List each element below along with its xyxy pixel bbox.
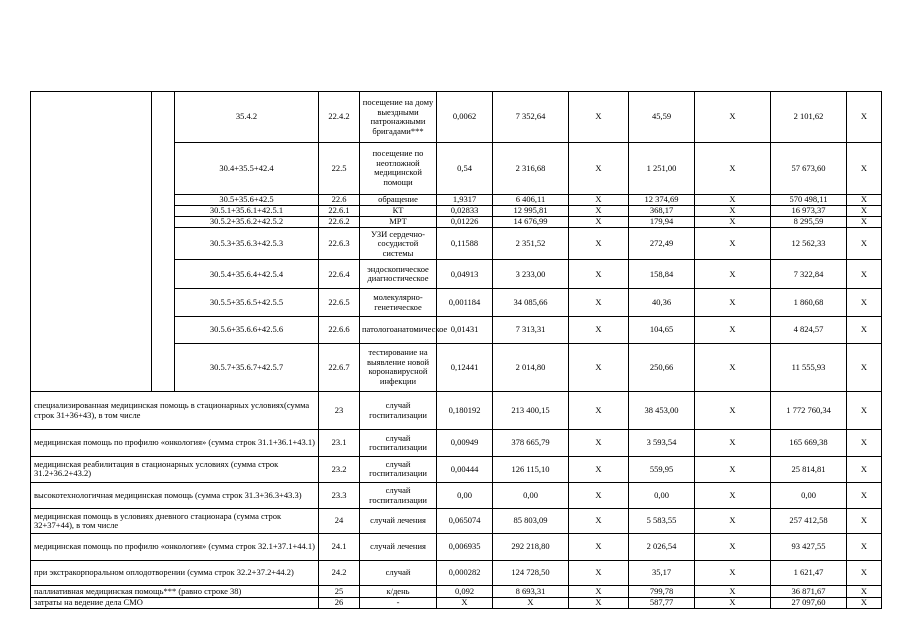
value-col-5-cell: X xyxy=(847,228,882,260)
norm-cell: 0,000282 xyxy=(437,560,493,586)
value-col-4-cell: 25 814,81 xyxy=(771,457,847,483)
value-col-1-cell: X xyxy=(569,430,629,457)
value-col-1-cell: X xyxy=(569,92,629,143)
value-col-3-cell: X xyxy=(695,228,771,260)
value-col-5-cell: X xyxy=(847,194,882,205)
value-col-3-cell: X xyxy=(695,289,771,317)
norm-cell: 0,01431 xyxy=(437,317,493,344)
norm-cell: 0,0062 xyxy=(437,92,493,143)
value-col-2-cell: 38 453,00 xyxy=(629,391,695,429)
value-col-2-cell: 5 583,55 xyxy=(629,509,695,534)
value-col-5-cell: X xyxy=(847,205,882,216)
value-col-4-cell: 57 673,60 xyxy=(771,143,847,194)
value-col-5-cell: X xyxy=(847,597,882,608)
unit-cell: к/день xyxy=(360,586,437,597)
value-col-1-cell: X xyxy=(569,391,629,429)
value-col-1-cell: X xyxy=(569,317,629,344)
row-number-cell: 22.6 xyxy=(319,194,360,205)
value-col-5-cell: X xyxy=(847,509,882,534)
value-col-2-cell: 1 251,00 xyxy=(629,143,695,194)
value-col-5-cell: X xyxy=(847,391,882,429)
value-col-3-cell: X xyxy=(695,92,771,143)
formula-cell: 30.5.6+35.6.6+42.5.6 xyxy=(175,317,319,344)
unit-cell: тестирование на выявление новой коронавирусной инфекции xyxy=(360,343,437,391)
norm-cell: 0,180192 xyxy=(437,391,493,429)
value-col-1-cell: X xyxy=(569,509,629,534)
value-col-1-cell: X xyxy=(569,260,629,289)
value-col-2-cell: 587,77 xyxy=(629,597,695,608)
cost-cell: X xyxy=(493,597,569,608)
cost-cell: 2 351,52 xyxy=(493,228,569,260)
row-number-cell: 22.6.5 xyxy=(319,289,360,317)
row-number-cell: 22.5 xyxy=(319,143,360,194)
cost-cell: 85 803,09 xyxy=(493,509,569,534)
row-number-cell: 22.6.6 xyxy=(319,317,360,344)
unit-cell: эндоскопическое диагностическое xyxy=(360,260,437,289)
value-col-2-cell: 272,49 xyxy=(629,228,695,260)
norm-cell: 0,04913 xyxy=(437,260,493,289)
value-col-5-cell: X xyxy=(847,482,882,509)
row-number-cell: 22.6.4 xyxy=(319,260,360,289)
value-col-1-cell: X xyxy=(569,143,629,194)
unit-cell: патологоанатомическое xyxy=(360,317,437,344)
value-col-4-cell: 1 621,47 xyxy=(771,560,847,586)
formula-cell: 30.5.7+35.6.7+42.5.7 xyxy=(175,343,319,391)
formula-cell: 30.5.3+35.6.3+42.5.3 xyxy=(175,228,319,260)
value-col-2-cell: 35,17 xyxy=(629,560,695,586)
cost-cell: 2 014,80 xyxy=(493,343,569,391)
norm-cell: 0,006935 xyxy=(437,534,493,561)
table-row xyxy=(31,586,882,597)
value-col-4-cell: 1 860,68 xyxy=(771,289,847,317)
cost-cell: 3 233,00 xyxy=(493,260,569,289)
formula-cell: 30.4+35.5+42.4 xyxy=(175,143,319,194)
value-col-4-cell: 0,00 xyxy=(771,482,847,509)
value-col-5-cell: X xyxy=(847,260,882,289)
row-number-cell: 25 xyxy=(319,586,360,597)
cost-cell: 12 995,81 xyxy=(493,205,569,216)
table-row xyxy=(31,534,882,561)
row-number-cell: 22.4.2 xyxy=(319,92,360,143)
value-col-5-cell: X xyxy=(847,289,882,317)
cost-cell: 7 313,31 xyxy=(493,317,569,344)
row-name-cell: медицинская реабилитация в стационарных условиях (сумма строк 31.2+36.2+43.2) xyxy=(31,457,319,483)
row-name-cell: медицинская помощь по профилю «онкология» (сумма строк 31.1+36.1+43.1) xyxy=(31,430,319,457)
cost-cell: 124 728,50 xyxy=(493,560,569,586)
value-col-3-cell: X xyxy=(695,482,771,509)
value-col-4-cell: 27 097,60 xyxy=(771,597,847,608)
value-col-3-cell: X xyxy=(695,217,771,228)
financing-norms-table xyxy=(30,91,882,609)
spanned-empty-cell xyxy=(152,92,175,392)
value-col-1-cell: X xyxy=(569,597,629,608)
row-number-cell: 22.6.2 xyxy=(319,217,360,228)
norm-cell: 0,02833 xyxy=(437,205,493,216)
value-col-3-cell: X xyxy=(695,205,771,216)
value-col-3-cell: X xyxy=(695,560,771,586)
value-col-1-cell: X xyxy=(569,586,629,597)
row-name-cell: при экстракорпоральном оплодотворении (сумма строк 32.2+37.2+44.2) xyxy=(31,560,319,586)
value-col-3-cell: X xyxy=(695,430,771,457)
formula-cell: 35.4.2 xyxy=(175,92,319,143)
row-name-cell: затраты на ведение дела СМО xyxy=(31,597,319,608)
value-col-4-cell: 12 562,33 xyxy=(771,228,847,260)
unit-cell: молекулярно-генетическое xyxy=(360,289,437,317)
cost-cell: 34 085,66 xyxy=(493,289,569,317)
value-col-4-cell: 7 322,84 xyxy=(771,260,847,289)
unit-cell: посещение по неотложной медицинской помощи xyxy=(360,143,437,194)
unit-cell: случай лечения xyxy=(360,534,437,561)
row-number-cell: 24.1 xyxy=(319,534,360,561)
cost-cell: 0,00 xyxy=(493,482,569,509)
value-col-3-cell: X xyxy=(695,143,771,194)
table-row xyxy=(31,92,882,143)
table-row xyxy=(31,430,882,457)
cost-cell: 213 400,15 xyxy=(493,391,569,429)
value-col-3-cell: X xyxy=(695,343,771,391)
norm-cell: 0,54 xyxy=(437,143,493,194)
value-col-4-cell: 8 295,59 xyxy=(771,217,847,228)
unit-cell: МРТ xyxy=(360,217,437,228)
value-col-4-cell: 570 498,11 xyxy=(771,194,847,205)
value-col-2-cell: 559,95 xyxy=(629,457,695,483)
value-col-1-cell: X xyxy=(569,482,629,509)
norm-cell: 0,11588 xyxy=(437,228,493,260)
value-col-4-cell: 1 772 760,34 xyxy=(771,391,847,429)
cost-cell: 378 665,79 xyxy=(493,430,569,457)
unit-cell: - xyxy=(360,597,437,608)
row-name-cell: специализированная медицинская помощь в стационарных условиях(сумма строк 31+36+43), в том числе xyxy=(31,391,319,429)
value-col-5-cell: X xyxy=(847,317,882,344)
value-col-5-cell: X xyxy=(847,217,882,228)
cost-cell: 6 406,11 xyxy=(493,194,569,205)
unit-cell: посещение на дому выездными патронажными бригадами*** xyxy=(360,92,437,143)
value-col-2-cell: 3 593,54 xyxy=(629,430,695,457)
value-col-3-cell: X xyxy=(695,317,771,344)
formula-cell: 30.5.5+35.6.5+42.5.5 xyxy=(175,289,319,317)
unit-cell: случай госпитализации xyxy=(360,391,437,429)
value-col-5-cell: X xyxy=(847,343,882,391)
value-col-2-cell: 12 374,69 xyxy=(629,194,695,205)
value-col-3-cell: X xyxy=(695,194,771,205)
row-number-cell: 26 xyxy=(319,597,360,608)
value-col-5-cell: X xyxy=(847,534,882,561)
norm-cell: 0,12441 xyxy=(437,343,493,391)
norm-cell: 0,065074 xyxy=(437,509,493,534)
cost-cell: 2 316,68 xyxy=(493,143,569,194)
value-col-2-cell: 104,65 xyxy=(629,317,695,344)
value-col-2-cell: 2 026,54 xyxy=(629,534,695,561)
value-col-5-cell: X xyxy=(847,560,882,586)
table-row xyxy=(31,509,882,534)
unit-cell: случай госпитализации xyxy=(360,482,437,509)
norm-cell: 0,00444 xyxy=(437,457,493,483)
unit-cell: случай лечения xyxy=(360,509,437,534)
unit-cell: КТ xyxy=(360,205,437,216)
value-col-4-cell: 16 973,37 xyxy=(771,205,847,216)
cost-cell: 126 115,10 xyxy=(493,457,569,483)
norm-cell: X xyxy=(437,597,493,608)
value-col-5-cell: X xyxy=(847,430,882,457)
value-col-4-cell: 11 555,93 xyxy=(771,343,847,391)
unit-cell: случай госпитализации xyxy=(360,430,437,457)
row-number-cell: 22.6.3 xyxy=(319,228,360,260)
value-col-2-cell: 158,84 xyxy=(629,260,695,289)
value-col-1-cell: X xyxy=(569,228,629,260)
table-row xyxy=(31,391,882,429)
value-col-2-cell: 179,94 xyxy=(629,217,695,228)
value-col-3-cell: X xyxy=(695,457,771,483)
cost-cell: 14 676,99 xyxy=(493,217,569,228)
row-name-cell: медицинская помощь в условиях дневного стационара (сумма строк 32+37+44), в том числе xyxy=(31,509,319,534)
row-number-cell: 24.2 xyxy=(319,560,360,586)
table-row xyxy=(31,597,882,608)
row-name-cell: высокотехнологичная медицинская помощь (сумма строк 31.3+36.3+43.3) xyxy=(31,482,319,509)
norm-cell: 0,01226 xyxy=(437,217,493,228)
value-col-1-cell: X xyxy=(569,289,629,317)
row-number-cell: 22.6.7 xyxy=(319,343,360,391)
row-number-cell: 23.3 xyxy=(319,482,360,509)
norm-cell: 0,092 xyxy=(437,586,493,597)
unit-cell: обращение xyxy=(360,194,437,205)
value-col-3-cell: X xyxy=(695,586,771,597)
value-col-4-cell: 4 824,57 xyxy=(771,317,847,344)
value-col-2-cell: 368,17 xyxy=(629,205,695,216)
value-col-3-cell: X xyxy=(695,260,771,289)
value-col-1-cell: X xyxy=(569,205,629,216)
value-col-4-cell: 165 669,38 xyxy=(771,430,847,457)
value-col-2-cell: 799,78 xyxy=(629,586,695,597)
value-col-4-cell: 36 871,67 xyxy=(771,586,847,597)
value-col-1-cell: X xyxy=(569,560,629,586)
value-col-5-cell: X xyxy=(847,457,882,483)
value-col-2-cell: 45,59 xyxy=(629,92,695,143)
row-number-cell: 23 xyxy=(319,391,360,429)
formula-cell: 30.5+35.6+42.5 xyxy=(175,194,319,205)
unit-cell: случай xyxy=(360,560,437,586)
table-row xyxy=(31,560,882,586)
value-col-4-cell: 257 412,58 xyxy=(771,509,847,534)
formula-cell: 30.5.1+35.6.1+42.5.1 xyxy=(175,205,319,216)
norm-cell: 1,9317 xyxy=(437,194,493,205)
unit-cell: УЗИ сердечно-сосудистой системы xyxy=(360,228,437,260)
row-number-cell: 22.6.1 xyxy=(319,205,360,216)
value-col-5-cell: X xyxy=(847,143,882,194)
norm-cell: 0,00 xyxy=(437,482,493,509)
row-number-cell: 23.1 xyxy=(319,430,360,457)
value-col-2-cell: 250,66 xyxy=(629,343,695,391)
cost-cell: 7 352,64 xyxy=(493,92,569,143)
value-col-4-cell: 2 101,62 xyxy=(771,92,847,143)
value-col-2-cell: 40,36 xyxy=(629,289,695,317)
value-col-1-cell: X xyxy=(569,457,629,483)
value-col-3-cell: X xyxy=(695,509,771,534)
value-col-1-cell: X xyxy=(569,194,629,205)
norm-cell: 0,00949 xyxy=(437,430,493,457)
formula-cell: 30.5.2+35.6.2+42.5.2 xyxy=(175,217,319,228)
value-col-1-cell: X xyxy=(569,217,629,228)
value-col-4-cell: 93 427,55 xyxy=(771,534,847,561)
value-col-2-cell: 0,00 xyxy=(629,482,695,509)
value-col-3-cell: X xyxy=(695,534,771,561)
row-number-cell: 23.2 xyxy=(319,457,360,483)
row-name-cell: паллиативная медицинская помощь*** (равно строке 38) xyxy=(31,586,319,597)
unit-cell: случай госпитализации xyxy=(360,457,437,483)
norm-cell: 0,001184 xyxy=(437,289,493,317)
table-row xyxy=(31,457,882,483)
cost-cell: 8 693,31 xyxy=(493,586,569,597)
formula-cell: 30.5.4+35.6.4+42.5.4 xyxy=(175,260,319,289)
value-col-1-cell: X xyxy=(569,534,629,561)
cost-cell: 292 218,80 xyxy=(493,534,569,561)
value-col-3-cell: X xyxy=(695,391,771,429)
value-col-1-cell: X xyxy=(569,343,629,391)
value-col-3-cell: X xyxy=(695,597,771,608)
row-name-cell: медицинская помощь по профилю «онкология» (сумма строк 32.1+37.1+44.1) xyxy=(31,534,319,561)
value-col-5-cell: X xyxy=(847,586,882,597)
table-row xyxy=(31,482,882,509)
value-col-5-cell: X xyxy=(847,92,882,143)
spanned-name-cell xyxy=(31,92,152,392)
row-number-cell: 24 xyxy=(319,509,360,534)
